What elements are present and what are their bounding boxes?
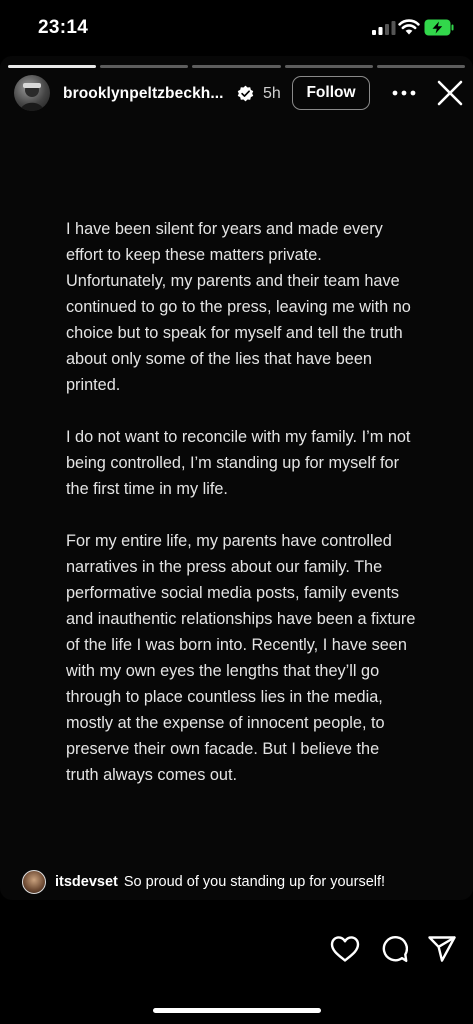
battery-charging-icon [424,19,454,36]
progress-segment [377,65,465,68]
story-progress-bar [8,65,465,68]
story-text [66,216,416,788]
avatar-image [14,75,50,111]
story-paragraph: I have been silent for years and made every effort to keep these matters private. Unfortunately, my parents and their team have continued to go to the press, leaving me with no choice but to speak for myself and tell the truth about only some of the lies that have been printed. [66,220,411,394]
post-time: 5h [263,85,281,102]
progress-segment [8,65,96,68]
reply-preview[interactable] [22,870,385,894]
wifi-icon [398,18,420,35]
story-username[interactable]: brooklynpeltzbeckh... [63,85,224,102]
status-time: 23:14 [38,17,89,38]
story-paragraph: For my entire life, my parents have controlled narratives in the press about our family. The performative social media posts, family events and inauthentic relationships have been a fixture of the life I was born into. Recently, I have seen with my own eyes the lengths that they’ll go through to place countless lies in the media, mostly at the expense of innocent people, to preserve their own facade. But I believe the truth always comes out. [66,532,416,784]
comment-icon[interactable] [380,935,408,963]
reply-text: So proud of you standing up for yourself! [123,874,386,890]
follow-button[interactable]: Follow [292,76,370,110]
share-icon[interactable] [427,935,457,963]
home-indicator[interactable] [153,1008,321,1013]
progress-segment [192,65,280,68]
avatar[interactable] [14,75,50,111]
close-icon[interactable] [437,80,463,106]
more-options-icon[interactable] [389,86,419,100]
heart-icon[interactable] [330,935,360,963]
progress-segment [100,65,188,68]
reply-username: itsdevset [55,874,118,890]
story-paragraph: I do not want to reconcile with my family. I’m not being controlled, I’m standing up for myself for the first time in my life. [66,428,411,498]
reply-avatar [22,870,46,894]
cellular-signal-icon [372,21,396,35]
progress-segment [285,65,373,68]
verified-badge-icon [237,85,254,102]
status-bar [0,0,473,56]
story-viewer[interactable] [0,56,473,900]
